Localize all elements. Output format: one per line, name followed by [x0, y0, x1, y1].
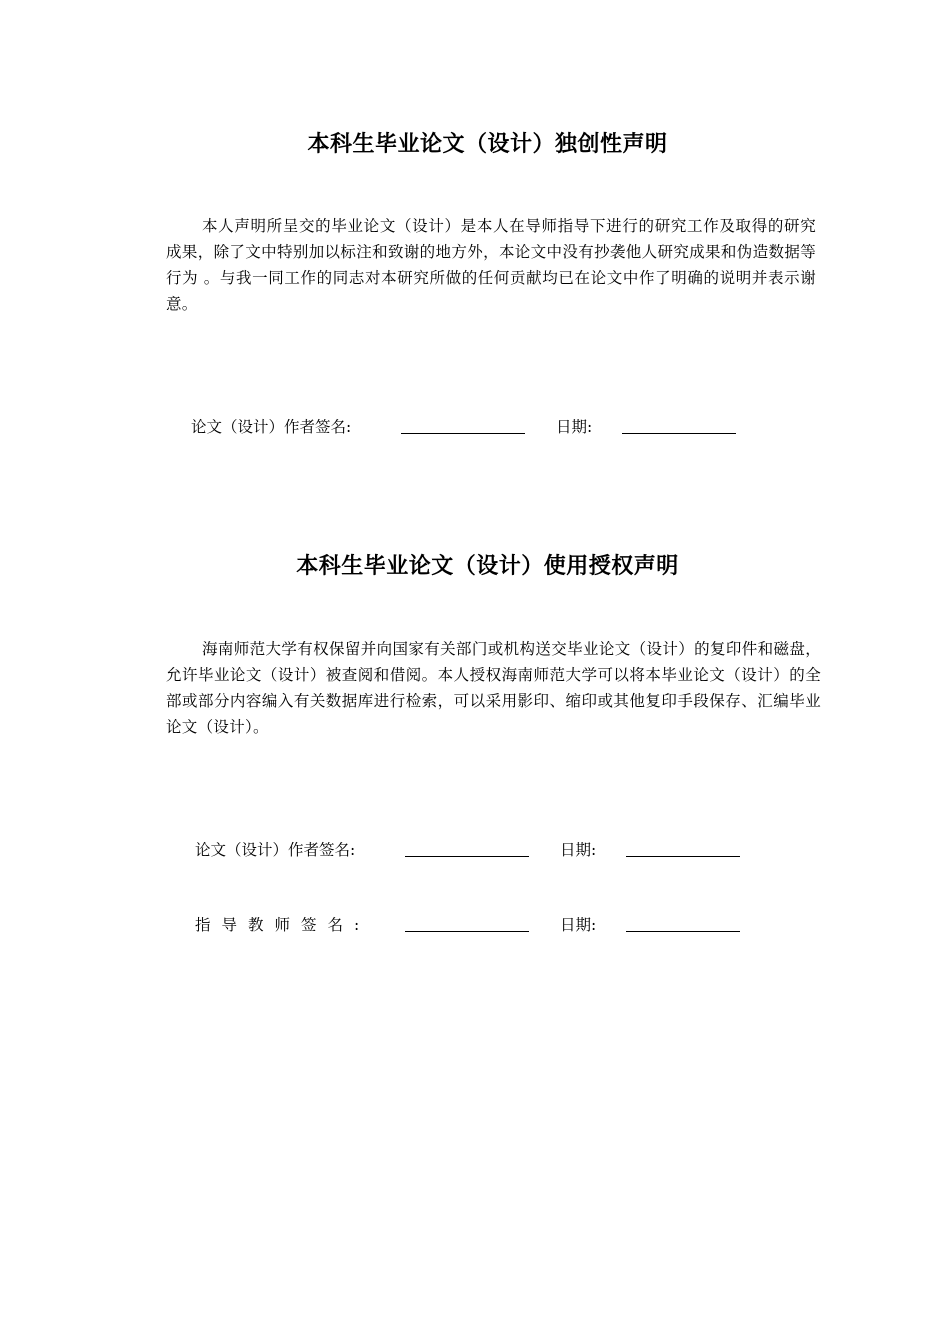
advisor-signature-label: 指导教师签名:: [195, 916, 371, 934]
originality-declaration-body: 本人声明所呈交的毕业论文（设计）是本人在导师指导下进行的研究工作及取得的研究成果，除了文中特别加以标注和致谢的地方外，本论文中没有抄袭他人研究成果和伪造数据等行为 。与我一同工作的同志对本研究所做的任何贡献均已在论文中作了明确的说明并表示谢意。: [166, 217, 816, 313]
author-signature-line[interactable]: [401, 433, 525, 434]
date-label: 日期:: [556, 418, 593, 436]
date-line[interactable]: [626, 856, 740, 857]
date-label: 日期:: [560, 841, 597, 859]
advisor-signature-line[interactable]: [405, 931, 529, 932]
authorization-declaration-body: 海南师范大学有权保留并向国家有关部门或机构送交毕业论文（设计）的复印件和磁盘，允许毕业论文（设计）被查阅和借阅。本人授权海南师范大学可以将本毕业论文（设计）的全部或部分内容编入有关数据库进行检索，可以采用影印、缩印或其他复印手段保存、汇编毕业论文（设计）。: [166, 640, 821, 736]
date-label: 日期:: [560, 916, 597, 934]
author-signature-line[interactable]: [405, 856, 529, 857]
date-line[interactable]: [622, 433, 736, 434]
author-signature-label: 论文（设计）作者签名:: [195, 841, 356, 859]
date-line[interactable]: [626, 931, 740, 932]
authorization-declaration-title: 本科生毕业论文（设计）使用授权声明: [296, 554, 679, 579]
originality-declaration-title: 本科生毕业论文（设计）独创性声明: [307, 132, 668, 157]
author-signature-label: 论文（设计）作者签名:: [191, 418, 352, 436]
